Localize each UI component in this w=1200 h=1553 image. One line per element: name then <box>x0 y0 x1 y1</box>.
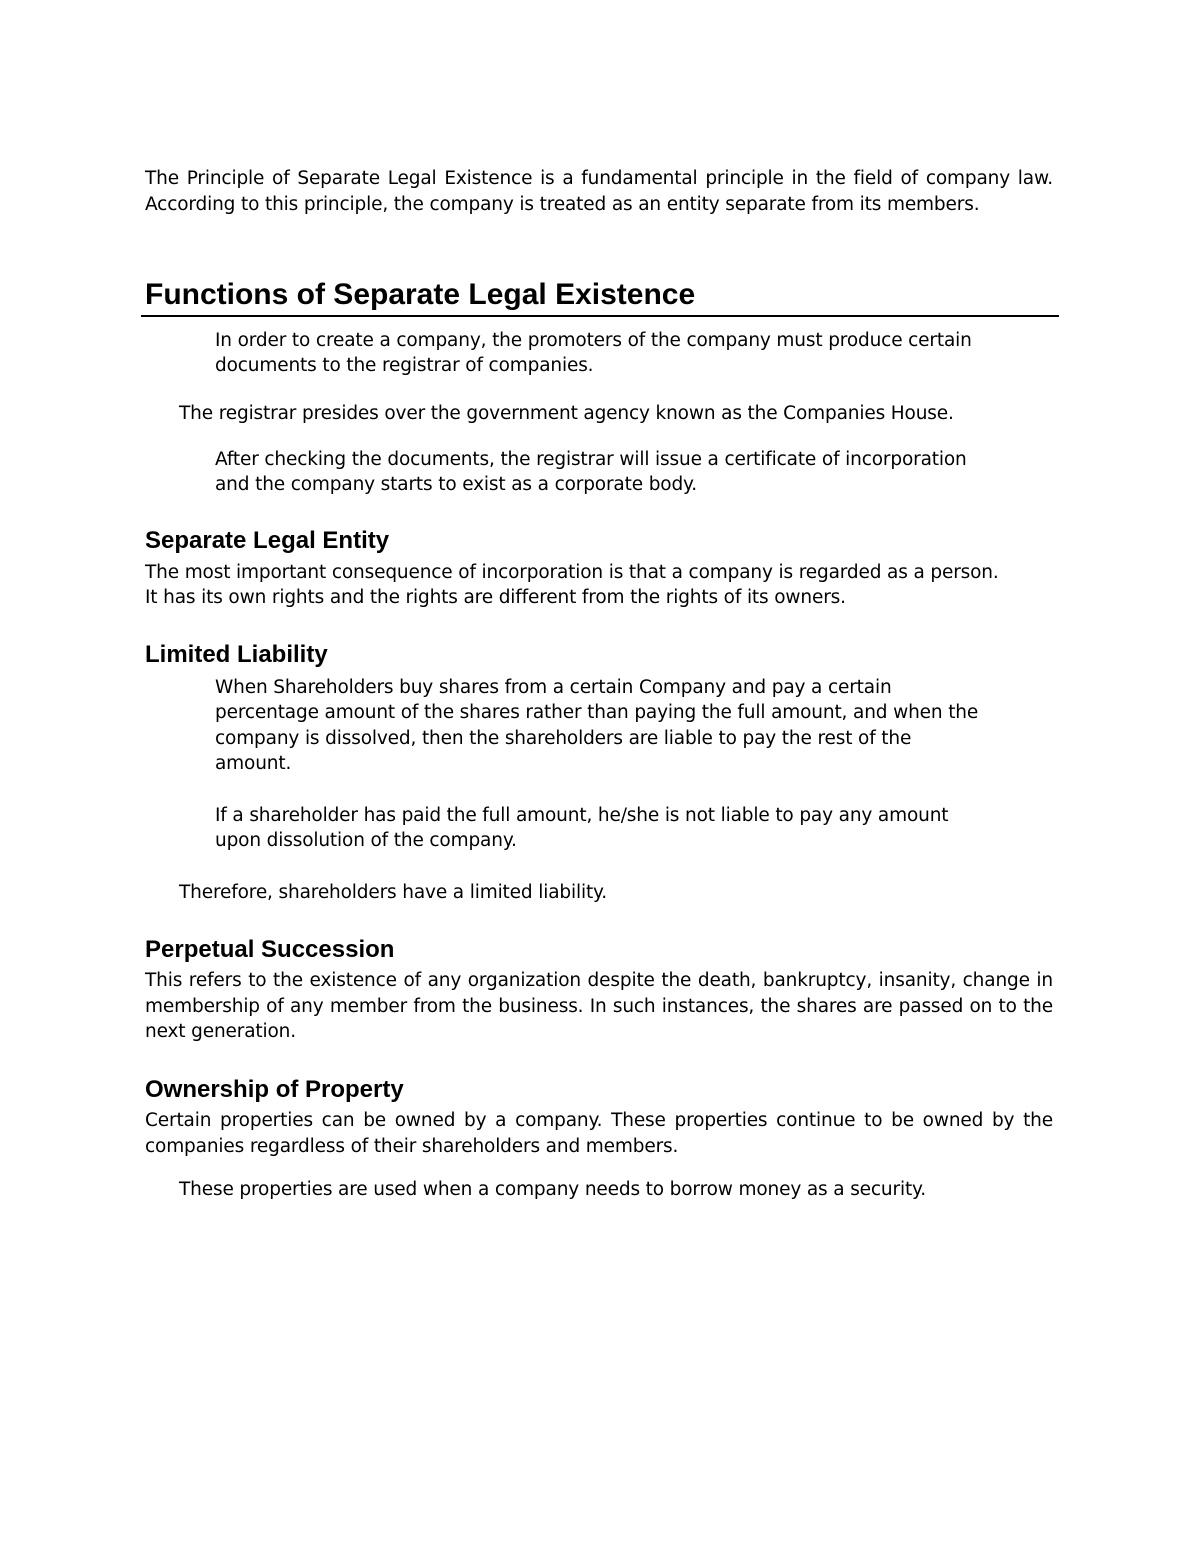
section-heading-limited-liability: Limited Liability <box>145 641 328 668</box>
limited-liability-paragraph-3: Therefore, shareholders have a limited liability. <box>179 882 607 903</box>
section-heading-separate-legal-entity: Separate Legal Entity <box>145 527 390 554</box>
functions-paragraph-1-line-1: In order to create a company, the promoters of the company must produce certain <box>215 330 972 351</box>
limited-liability-paragraph-2-line-1: If a shareholder has paid the full amount, he/she is not liable to pay any amount <box>215 805 949 826</box>
limited-liability-paragraph-1-line-4: amount. <box>215 753 292 774</box>
perpetual-succession-paragraph: This refers to the existence of any organization despite the death, bankruptcy, insanity, change in membership of any member from the business. In such instances, the shares are passed on to the next generation. <box>145 970 1053 1042</box>
functions-paragraph-3-line-1: After checking the documents, the registrar will issue a certificate of incorporation <box>215 449 967 470</box>
limited-liability-paragraph-1-line-3: company is dissolved, then the shareholders are liable to pay the rest of the <box>215 728 912 749</box>
limited-liability-paragraph-1-line-2: percentage amount of the shares rather than paying the full amount, and when the <box>215 702 979 723</box>
ownership-of-property-paragraph-2: These properties are used when a company needs to borrow money as a security. <box>179 1179 926 1200</box>
limited-liability-paragraph-1-line-1: When Shareholders buy shares from a certain Company and pay a certain <box>215 677 892 698</box>
functions-paragraph-2: The registrar presides over the government agency known as the Companies House. <box>179 403 954 424</box>
section-heading-functions: Functions of Separate Legal Existence <box>145 278 696 311</box>
ownership-of-property-paragraph: Certain properties can be owned by a company. These properties continue to be owned by the companies regardless of their shareholders and members. <box>145 1110 1053 1157</box>
section-heading-perpetual-succession: Perpetual Succession <box>145 936 395 963</box>
functions-paragraph-1-line-2: documents to the registrar of companies. <box>215 355 594 376</box>
heading-underline-rule <box>141 315 1059 317</box>
limited-liability-paragraph-2-line-2: upon dissolution of the company. <box>215 830 517 851</box>
separate-legal-entity-line-1: The most important consequence of incorporation is that a company is regarded as a person. <box>145 562 999 583</box>
separate-legal-entity-line-2: It has its own rights and the rights are different from the rights of its owners. <box>145 587 846 608</box>
functions-paragraph-3-line-2: and the company starts to exist as a corporate body. <box>215 474 697 495</box>
intro-paragraph: The Principle of Separate Legal Existence is a fundamental principle in the field of company law. According to this principle, the company is treated as an entity separate from its members. <box>145 168 1053 215</box>
section-heading-ownership-of-property: Ownership of Property <box>145 1076 404 1103</box>
